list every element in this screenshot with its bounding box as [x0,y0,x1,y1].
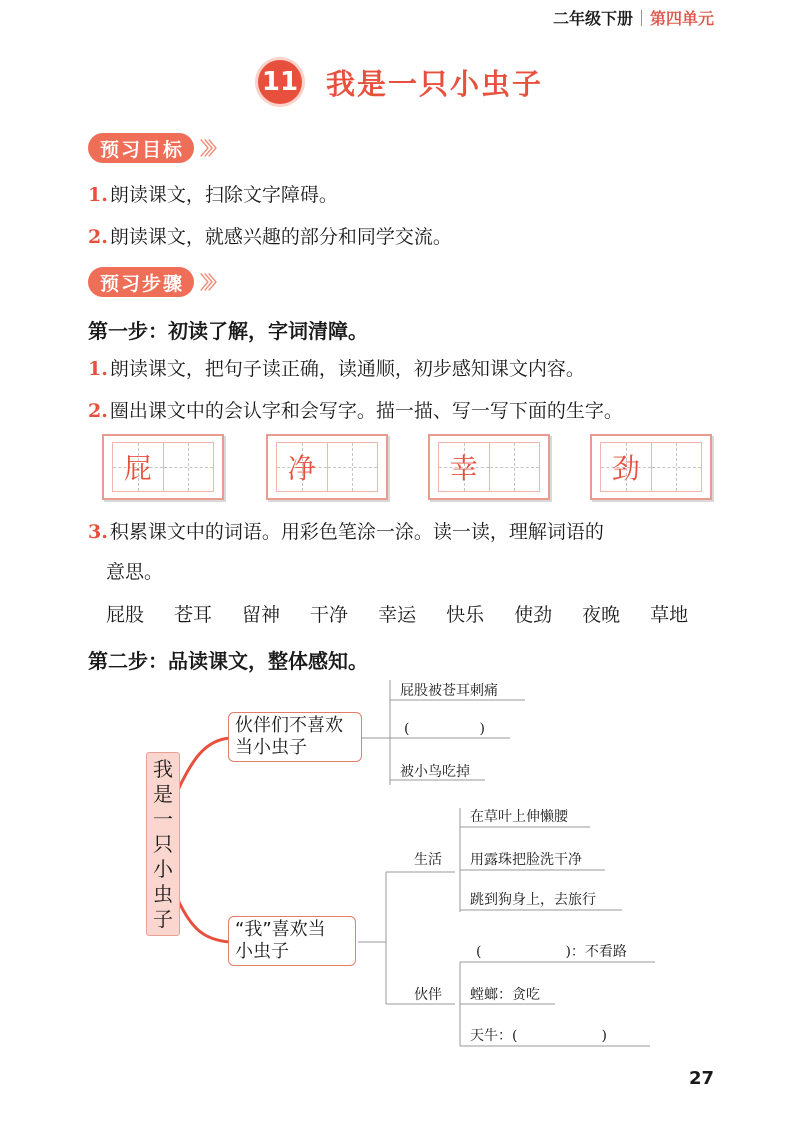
goal-item: 2. 朗读课文，就感兴趣的部分和同学交流。 [88,226,452,248]
step1-item: 1. 朗读课文，把句子读正确，读通顺，初步感知课文内容。 [88,358,585,380]
practice-char: 幸 [449,452,478,485]
mindmap-leaf: 被小鸟吃掉 [400,764,470,780]
mindmap-leaf: 跳到狗身上，去旅行 [470,892,596,908]
mindmap-center: 我 是 一 只 小 虫 子 [146,752,180,936]
chevrons-icon: 〉〉〉 [200,139,222,160]
grade-label: 二年级下册 [552,9,633,28]
word[interactable]: 夜晚 [582,604,621,626]
step1-item: 3. 积累课文中的词语。用彩色笔涂一涂。读一读，理解词语的 [88,521,604,543]
word[interactable]: 幸运 [378,604,417,626]
word[interactable]: 留神 [242,604,281,626]
mindmap-blank[interactable]: ( )：不看路 [476,944,627,960]
word[interactable]: 快乐 [446,604,485,626]
goals-pill: 预习目标 [88,133,194,163]
lesson-title-text: 我是一只小虫子 [326,66,544,101]
chevrons-icon: 〉〉〉 [200,273,222,294]
step1-heading: 第一步：初读了解，字词清障。 [88,319,368,343]
step1-item-continued: 意思。 [106,561,164,583]
mindmap-leaf: 用露珠把脸洗干净 [470,852,582,868]
practice-char: 劲 [611,452,640,485]
mindmap-label-life: 生活 [414,852,442,868]
word[interactable]: 使劲 [514,604,553,626]
word[interactable]: 草地 [650,604,689,626]
mindmap-leaf: 屁股被苍耳刺痛 [400,683,498,699]
step1-item: 2. 圈出课文中的会认字和会写字。描一描、写一写下面的生字。 [88,400,623,422]
practice-char: 净 [287,452,316,485]
goal-item: 1. 朗读课文，扫除文字障碍。 [88,184,338,206]
mindmap-blank[interactable]: ( ) [404,721,485,737]
step2-heading: 第二步：品读课文，整体感知。 [88,649,368,673]
word[interactable]: 苍耳 [174,604,213,626]
unit-label: 第四单元 [649,9,714,28]
practice-char: 屁 [123,452,152,485]
steps-pill: 预习步骤 [88,267,194,297]
mindmap-blank[interactable]: 天牛：( ) [470,1028,607,1044]
mindmap-node-dislike: 伙伴们不喜欢 当小虫子 [228,712,362,762]
lesson-number-badge: 11 [258,60,302,104]
mindmap-node-like: “我”喜欢当 小虫子 [228,916,356,966]
mindmap-leaf: 螳螂：贪吃 [470,987,540,1003]
word[interactable]: 干净 [310,604,349,626]
mindmap-leaf: 在草叶上伸懒腰 [470,809,568,825]
mindmap-label-partners: 伙伴 [414,987,442,1003]
page-number: 27 [688,1068,714,1089]
word[interactable]: 屁股 [106,604,145,626]
